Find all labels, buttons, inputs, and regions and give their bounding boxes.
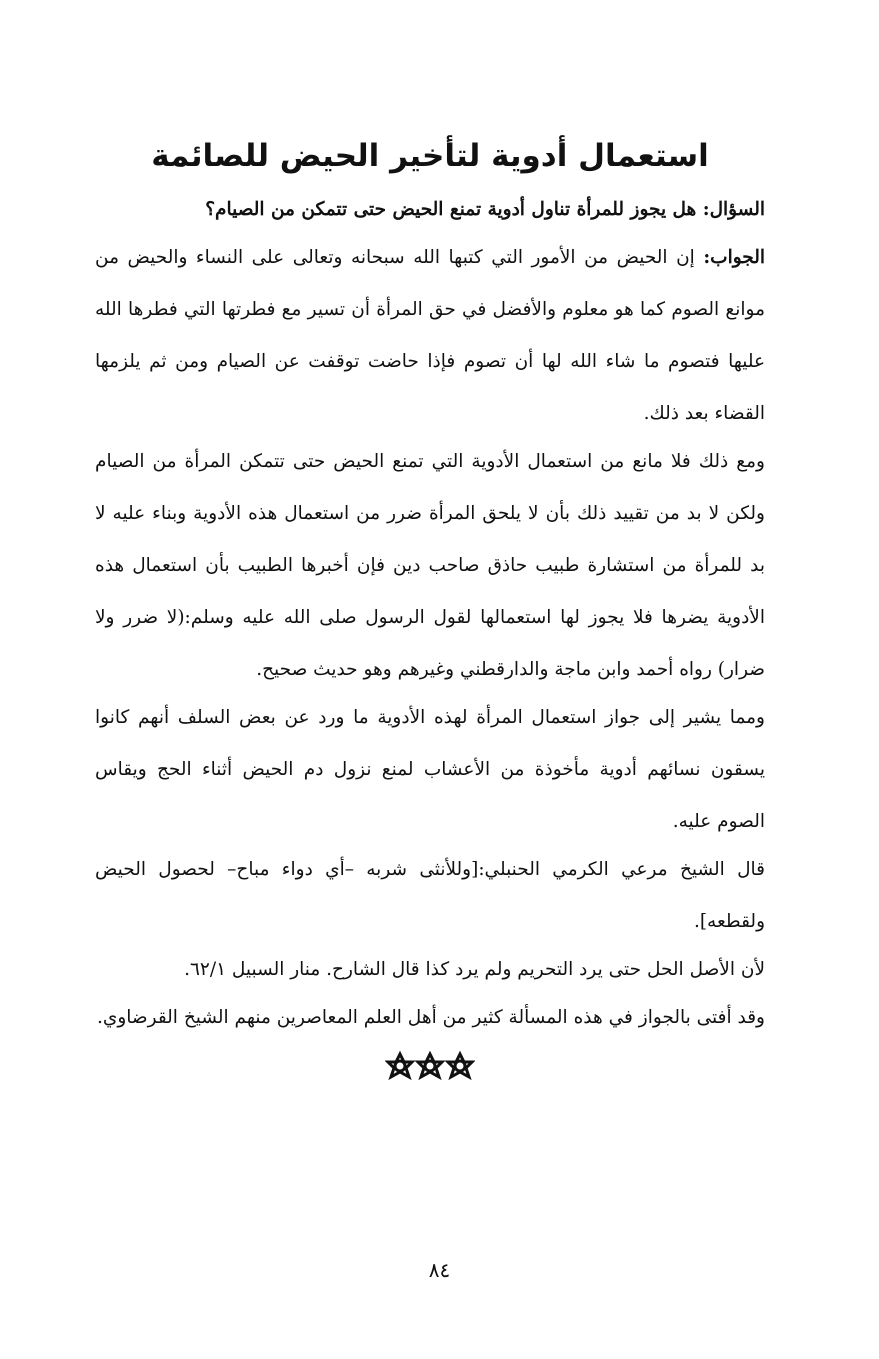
question-label: السؤال: <box>702 199 765 220</box>
reference-paragraph: لأن الأصل الحل حتى يرد التحريم ولم يرد كذا قال الشارح. منار السبيل ٦٢/١. <box>184 959 765 980</box>
answer-paragraph-2: ومع ذلك فلا مانع من استعمال الأدوية التي تمنع الحيض حتى تتمكن المرأة من الصيام ولكن لا بد من تقييد ذلك بأن لا يلحق المرأة ضرر من استعمال هذه الأدوية وبناء عليه لا بد للمرأة من استشارة طبيب حاذق صاحب دين فإن أخبرها الطبيب بأن استعمال هذه الأدوية يضرها فلا يجوز لها استعمالها لقول الرسول صلى الله عليه وسلم:(لا ضرر ولا ضرار) رواه أحمد وابن ماجة والدارقطني وغيرهم وهو حديث صحيح. <box>95 451 765 680</box>
section-end-ornament <box>95 1050 765 1090</box>
answer-paragraph-3: ومما يشير إلى جواز استعمال المرأة لهذه الأدوية ما ورد عن بعض السلف أنهم كانوا يسقون نسائهم أدوية مأخوذة من الأعشاب لمنع نزول دم الحيض أثناء الحج ويقاس الصوم عليه. <box>95 707 765 832</box>
page-title: استعمال أدوية لتأخير الحيض للصائمة <box>151 138 709 174</box>
quote-paragraph: قال الشيخ مرعي الكرمي الحنبلي:[وللأنثى شربه –أي دواء مباح– لحصول الحيض ولقطعه]. <box>95 859 765 932</box>
answer-label: الجواب: <box>703 247 765 268</box>
page-body <box>95 128 765 1090</box>
answer-text-1: إن الحيض من الأمور التي كتبها الله سبحانه وتعالى على النساء والحيض من موانع الصوم كما هو معلوم والأفضل في حق المرأة أن تسير مع فطرتها التي فطرها الله عليها فتصوم ما شاء الله لها أن تصوم فإذا حاضت توقفت عن الصيام ومن ثم يلزمها القضاء بعد ذلك. <box>95 247 765 424</box>
answer-paragraph-1 <box>95 232 765 440</box>
three-star-flower-ornament-icon <box>385 1050 475 1082</box>
page-number: ٨٤ <box>428 1258 451 1282</box>
fatwa-paragraph: وقد أفتى بالجواز في هذه المسألة كثير من أهل العلم المعاصرين منهم الشيخ القرضاوي. <box>96 1007 765 1028</box>
question <box>95 188 765 232</box>
question-text: هل يجوز للمرأة تناول أدوية تمنع الحيض حتى تتمكن من الصيام؟ <box>205 199 703 220</box>
